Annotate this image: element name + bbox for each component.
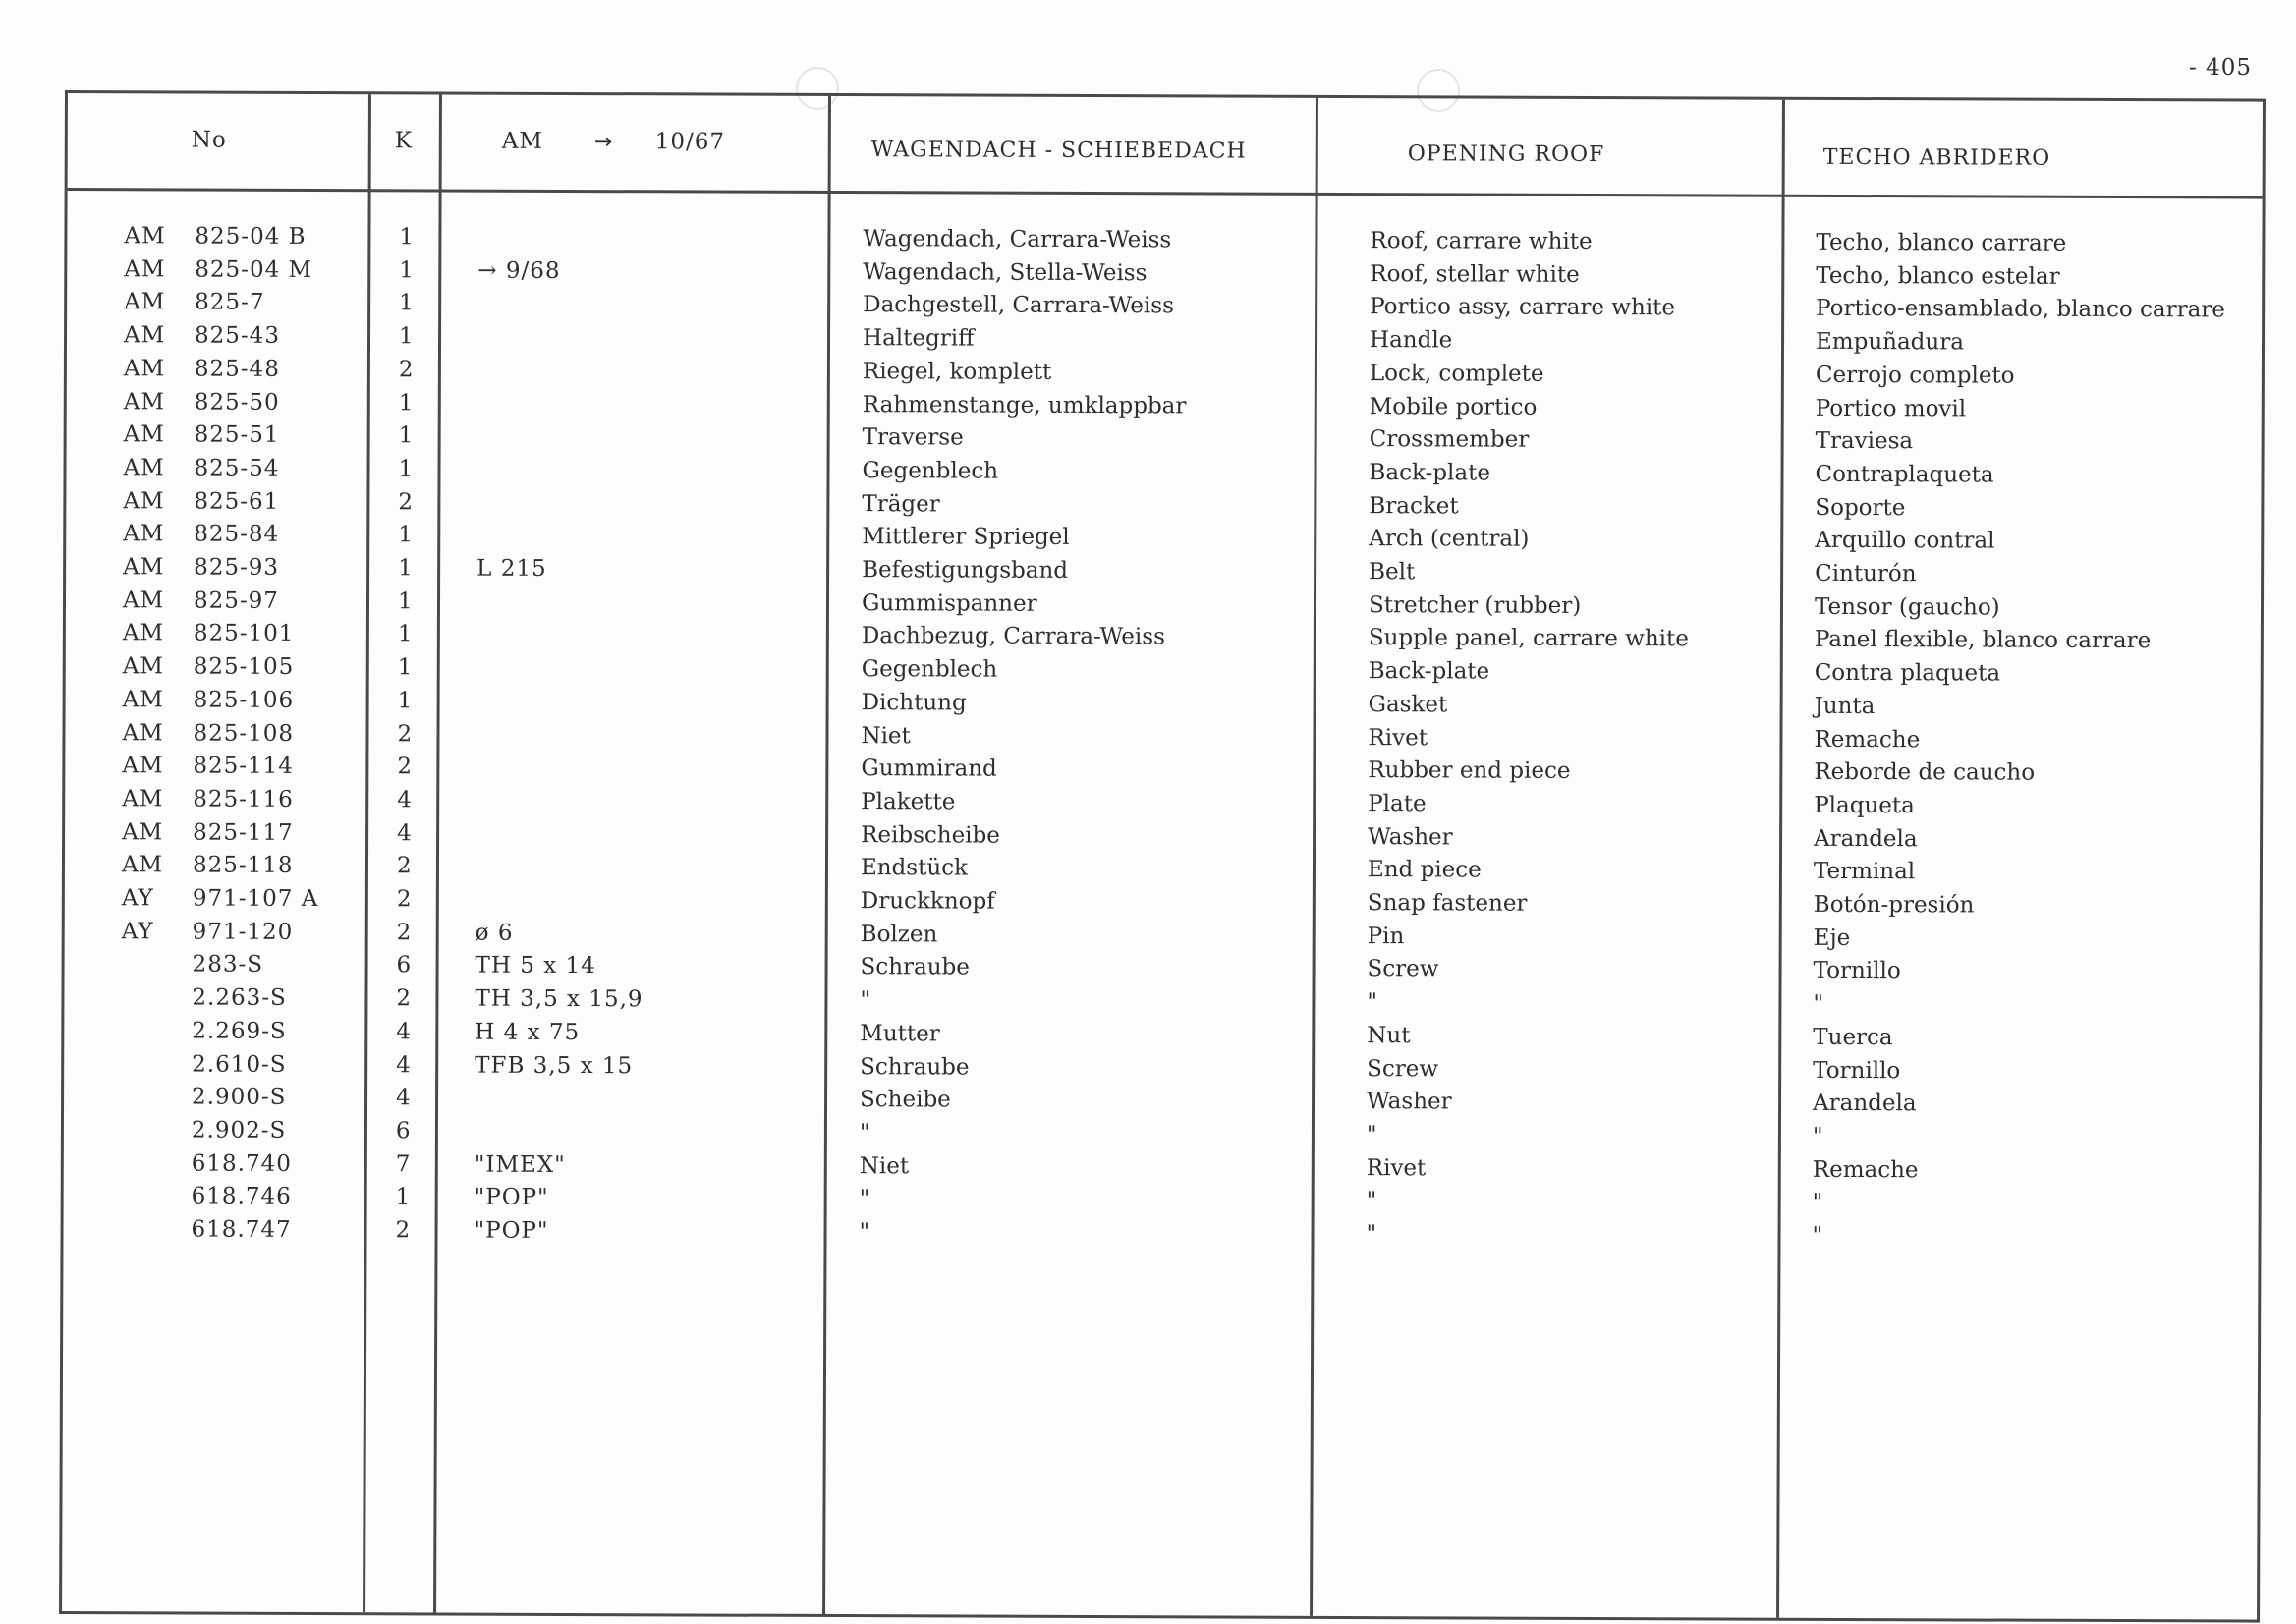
- description-spanish: Portico movil: [1815, 395, 1967, 421]
- description-english: Rubber end piece: [1368, 757, 1571, 785]
- part-prefix: AM: [122, 719, 164, 746]
- description-english: Pin: [1367, 923, 1405, 949]
- description-german: Gegenblech: [862, 458, 999, 484]
- part-prefix: AM: [122, 653, 164, 680]
- part-prefix: AM: [122, 587, 165, 614]
- header-spanish: TECHO ABRIDERO: [1822, 144, 2051, 171]
- description-german: Träger: [862, 490, 940, 518]
- table-row: [64, 1181, 2255, 1219]
- table-row: [67, 221, 2258, 259]
- header-divider: [68, 188, 2263, 199]
- description-english: Nut: [1367, 1022, 1411, 1049]
- quantity: 4: [396, 1051, 411, 1078]
- part-number: 971-107 A: [192, 885, 319, 912]
- part-number: 825-7: [195, 289, 265, 316]
- part-number: 2.610-S: [192, 1051, 287, 1078]
- part-number: 825-108: [193, 720, 295, 747]
- part-number: 825-106: [193, 687, 295, 713]
- part-number: 2.900-S: [192, 1084, 287, 1111]
- part-number: 825-116: [193, 786, 294, 812]
- quantity: 1: [398, 389, 414, 416]
- description-english: End piece: [1367, 857, 1482, 883]
- description-spanish: ": [1812, 1190, 1823, 1216]
- part-note: "POP": [474, 1184, 549, 1211]
- table-row: [66, 486, 2257, 525]
- part-prefix: AM: [124, 289, 166, 315]
- table-row: [65, 917, 2256, 955]
- quantity: 2: [395, 1217, 411, 1244]
- part-number: 825-50: [194, 389, 280, 416]
- table-row: [67, 254, 2258, 293]
- description-german: Schraube: [860, 954, 970, 980]
- description-german: Dichtung: [861, 689, 967, 716]
- table-row: [67, 320, 2258, 359]
- description-english: Crossmember: [1369, 426, 1530, 453]
- description-german: Gummispanner: [861, 589, 1037, 617]
- description-german: Haltegriff: [862, 325, 975, 352]
- description-spanish: Empuñadura: [1815, 328, 1964, 356]
- header-date: 10/67: [654, 129, 726, 155]
- part-number: 2.269-S: [192, 1018, 287, 1044]
- part-prefix: AM: [123, 388, 166, 415]
- part-prefix: AY: [121, 885, 154, 912]
- table-row: [66, 453, 2257, 491]
- quantity: 1: [397, 654, 413, 681]
- part-number: 825-117: [193, 819, 294, 846]
- description-english: Back-plate: [1369, 459, 1491, 486]
- quantity: 4: [397, 819, 412, 846]
- description-spanish: Cinturón: [1815, 560, 1917, 588]
- table-row: [66, 552, 2257, 590]
- description-german: Scheibe: [860, 1087, 951, 1113]
- part-prefix: AM: [123, 554, 165, 581]
- description-english: Screw: [1367, 1055, 1439, 1082]
- description-spanish: ": [1813, 990, 1824, 1017]
- description-english: Lock, complete: [1369, 360, 1544, 387]
- description-english: Washer: [1367, 1089, 1452, 1115]
- description-german: Dachbezug, Carrara-Weiss: [861, 623, 1165, 650]
- header-no: No: [191, 127, 227, 153]
- description-english: Arch (central): [1369, 526, 1530, 553]
- description-spanish: Techo, blanco estelar: [1816, 262, 2060, 290]
- table-row: [67, 354, 2258, 392]
- quantity: 4: [396, 1085, 411, 1111]
- table-row: [66, 651, 2257, 690]
- part-note: TFB 3,5 x 15: [475, 1052, 634, 1079]
- description-german: Niet: [861, 722, 911, 749]
- description-spanish: Arandela: [1814, 825, 1918, 852]
- description-german: Druckknopf: [860, 888, 995, 915]
- description-english: Bracket: [1369, 492, 1459, 520]
- part-number: 825-51: [194, 421, 280, 449]
- part-prefix: AM: [123, 322, 166, 349]
- description-english: Gasket: [1368, 691, 1448, 718]
- description-german: Dachgestell, Carrara-Weiss: [863, 292, 1174, 319]
- description-german: Wagendach, Stella-Weiss: [863, 258, 1148, 286]
- description-german: Reibscheibe: [861, 821, 1000, 849]
- part-prefix: AM: [123, 487, 165, 514]
- table-row: [67, 420, 2258, 458]
- part-number: 283-S: [192, 951, 264, 979]
- part-prefix: AM: [124, 255, 166, 283]
- quantity: 7: [395, 1150, 411, 1177]
- description-spanish: ": [1812, 1123, 1823, 1149]
- part-prefix: AM: [124, 223, 166, 250]
- description-spanish: Remache: [1814, 726, 1921, 753]
- description-english: Handle: [1369, 327, 1453, 354]
- table-row: [65, 784, 2256, 822]
- part-number: 825-105: [193, 653, 295, 680]
- part-prefix: AM: [122, 818, 164, 845]
- description-english: Stretcher (rubber): [1368, 591, 1582, 619]
- description-german: Rahmenstange, umklappbar: [862, 391, 1187, 419]
- description-spanish: Arquillo contral: [1815, 528, 1995, 554]
- description-english: Supple panel, carrare white: [1368, 625, 1689, 652]
- description-german: ": [859, 1186, 870, 1212]
- header-am: AM: [501, 128, 544, 154]
- part-number: 618.746: [191, 1183, 292, 1210]
- part-note: L 215: [476, 555, 547, 582]
- description-spanish: Remache: [1812, 1156, 1919, 1183]
- quantity: 2: [396, 853, 412, 879]
- table-row: [66, 586, 2257, 624]
- part-prefix: AM: [122, 687, 164, 713]
- table-row: [64, 1049, 2255, 1088]
- quantity: 6: [395, 1118, 411, 1145]
- part-prefix: AY: [121, 918, 154, 945]
- part-prefix: AM: [121, 852, 164, 878]
- description-german: Gegenblech: [861, 656, 998, 683]
- description-spanish: Contraplaqueta: [1815, 461, 1994, 488]
- part-prefix: AM: [123, 521, 165, 547]
- part-number: 825-61: [194, 488, 280, 515]
- table-row: [65, 949, 2256, 987]
- description-english: Washer: [1368, 823, 1453, 851]
- description-english: Back-plate: [1368, 658, 1490, 685]
- table-row: [66, 519, 2257, 557]
- quantity: 1: [397, 588, 413, 615]
- part-number: 825-43: [194, 322, 281, 349]
- page-number: - 405: [2189, 55, 2252, 81]
- description-spanish: Contra plaqueta: [1814, 659, 2001, 687]
- description-spanish: Eje: [1813, 924, 1851, 951]
- description-german: Niet: [859, 1152, 910, 1179]
- part-number: 825-04 M: [195, 256, 313, 283]
- description-german: Endstück: [860, 855, 969, 881]
- header-k: K: [394, 128, 414, 154]
- table-row: [65, 718, 2256, 756]
- description-spanish: Tornillo: [1813, 958, 1901, 984]
- header-english: OPENING ROOF: [1407, 141, 1605, 168]
- quantity: 2: [396, 919, 412, 946]
- table-row: [66, 685, 2257, 723]
- part-note: H 4 x 75: [475, 1019, 581, 1045]
- part-number: 825-04 B: [195, 223, 307, 250]
- description-english: Plate: [1368, 790, 1427, 817]
- description-german: Traverse: [862, 424, 964, 451]
- description-spanish: Arandela: [1813, 1091, 1917, 1117]
- part-note: "POP": [474, 1217, 549, 1244]
- part-prefix: AM: [123, 455, 165, 481]
- quantity: 1: [398, 522, 413, 548]
- quantity: 2: [396, 886, 412, 913]
- part-number: 825-84: [194, 521, 280, 548]
- quantity: 1: [395, 1184, 411, 1210]
- description-english: Roof, stellar white: [1370, 260, 1580, 288]
- quantity: 2: [398, 357, 414, 383]
- description-spanish: Tornillo: [1813, 1057, 1901, 1084]
- part-number: 825-54: [194, 455, 280, 481]
- description-german: ": [859, 1219, 870, 1246]
- description-english: Snap fastener: [1367, 890, 1528, 917]
- quantity: 2: [396, 985, 412, 1012]
- description-spanish: Tuerca: [1813, 1024, 1893, 1050]
- part-number: 2.902-S: [191, 1117, 287, 1144]
- table-row: [64, 1115, 2255, 1153]
- arrow-icon: →: [593, 130, 614, 155]
- description-german: Befestigungsband: [862, 557, 1069, 584]
- table-row: [65, 751, 2256, 789]
- quantity: 1: [397, 621, 413, 647]
- description-english: Belt: [1369, 559, 1416, 586]
- table-row: [67, 287, 2258, 325]
- description-german: ": [859, 1120, 870, 1147]
- description-spanish: Soporte: [1815, 494, 1906, 521]
- quantity: 1: [399, 224, 415, 251]
- description-english: ": [1366, 1188, 1377, 1214]
- description-english: Screw: [1367, 956, 1439, 982]
- part-note: → 9/68: [477, 257, 561, 284]
- part-number: 618.740: [191, 1150, 292, 1177]
- description-german: Gummirand: [861, 756, 997, 782]
- description-english: ": [1366, 1121, 1377, 1148]
- description-english: ": [1367, 989, 1378, 1016]
- description-spanish: Panel flexible, blanco carrare: [1814, 627, 2152, 654]
- part-note: TH 5 x 14: [475, 953, 596, 980]
- description-german: Plakette: [861, 789, 956, 815]
- description-spanish: Plaqueta: [1814, 792, 1915, 819]
- part-number: 825-114: [193, 753, 294, 780]
- part-prefix: AM: [123, 356, 166, 382]
- quantity: 4: [397, 787, 412, 813]
- description-german: Mutter: [860, 1020, 940, 1047]
- part-number: 825-97: [193, 588, 280, 614]
- part-number: 825-118: [192, 852, 294, 879]
- part-prefix: AM: [123, 421, 165, 448]
- quantity: 1: [399, 256, 414, 284]
- table-row: [65, 883, 2256, 922]
- quantity: 1: [398, 323, 414, 350]
- table-row: [64, 1016, 2255, 1054]
- table-row: [64, 982, 2255, 1021]
- part-number: 2.263-S: [192, 984, 287, 1011]
- table-row: [67, 387, 2258, 425]
- quantity: 6: [396, 952, 412, 979]
- part-number: 825-48: [194, 356, 280, 382]
- part-prefix: AM: [122, 753, 164, 779]
- quantity: 2: [397, 720, 413, 747]
- description-german: Wagendach, Carrara-Weiss: [863, 226, 1172, 253]
- table-row: [65, 850, 2256, 888]
- description-spanish: Botón-presión: [1813, 891, 1975, 919]
- description-spanish: Junta: [1814, 693, 1876, 719]
- description-english: Mobile portico: [1369, 393, 1538, 420]
- quantity: 2: [397, 754, 413, 780]
- description-spanish: Reborde de caucho: [1814, 759, 2036, 786]
- table-row: [64, 1082, 2255, 1120]
- part-number: 825-101: [193, 620, 295, 647]
- table-row: [64, 1148, 2255, 1187]
- quantity: 1: [399, 290, 414, 316]
- description-spanish: Portico-ensamblado, blanco carrare: [1816, 296, 2225, 323]
- table-row: [63, 1214, 2254, 1253]
- description-english: ": [1366, 1221, 1377, 1248]
- part-number: 618.747: [191, 1216, 292, 1243]
- description-english: Rivet: [1366, 1154, 1427, 1181]
- part-note: ø 6: [475, 920, 514, 946]
- parts-table: [59, 90, 2266, 1623]
- description-spanish: Traviesa: [1815, 428, 1914, 455]
- description-spanish: Techo, blanco carrare: [1816, 229, 2067, 256]
- quantity: 1: [398, 555, 413, 582]
- part-number: 971-120: [192, 919, 294, 945]
- table-row: [66, 618, 2257, 656]
- header-german: WAGENDACH - SCHIEBEDACH: [870, 138, 1247, 164]
- table-row: [65, 817, 2256, 856]
- description-german: Schraube: [860, 1053, 970, 1081]
- part-note: "IMEX": [474, 1151, 566, 1178]
- description-english: Rivet: [1368, 724, 1428, 751]
- description-german: Bolzen: [860, 921, 938, 948]
- description-spanish: ": [1812, 1222, 1823, 1249]
- quantity: 1: [397, 688, 413, 714]
- part-prefix: AM: [122, 786, 164, 812]
- description-english: Portico assy, carrare white: [1370, 294, 1676, 321]
- description-german: ": [860, 987, 871, 1014]
- part-note: TH 3,5 x 15,9: [475, 985, 644, 1013]
- quantity: 2: [398, 488, 414, 515]
- description-english: Roof, carrare white: [1370, 228, 1593, 254]
- quantity: 4: [396, 1019, 412, 1045]
- description-german: Riegel, komplett: [862, 358, 1052, 385]
- description-german: Mittlerer Spriegel: [862, 524, 1070, 551]
- description-spanish: Tensor (gaucho): [1814, 593, 2000, 621]
- quantity: 1: [398, 456, 414, 482]
- description-spanish: Terminal: [1813, 859, 1916, 885]
- quantity: 1: [398, 422, 414, 449]
- part-prefix: AM: [122, 620, 165, 646]
- part-number: 825-93: [194, 554, 280, 581]
- description-spanish: Cerrojo completo: [1815, 362, 2015, 389]
